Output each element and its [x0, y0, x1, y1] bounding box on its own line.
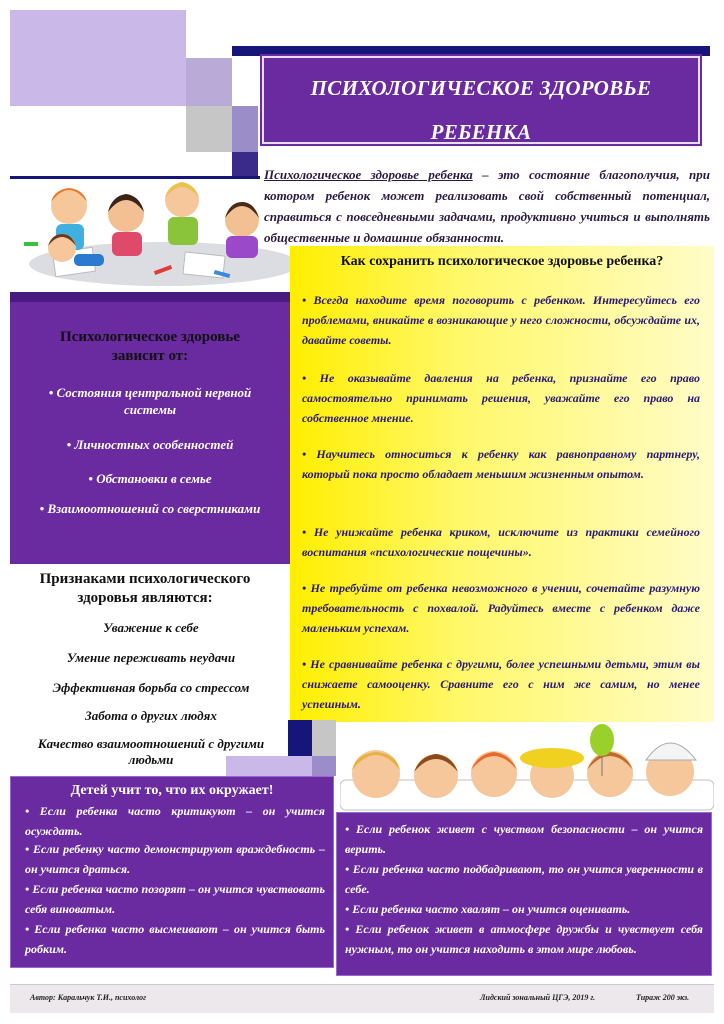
teach-item: • Если ребенок живет с чувством безопасности – он учится верить. — [345, 822, 703, 856]
signs-title: Признаками психологического здоровья являются: — [39, 571, 251, 606]
title-line-2: РЕБЕНКА — [430, 120, 532, 144]
intro-paragraph — [264, 164, 710, 248]
decor-square — [312, 756, 336, 776]
sign-item: Качество взаимоотношений с другими людьми — [37, 736, 265, 767]
advice-item: • Не оказывайте давления на ребенка, признайте его право самостоятельно принимать решения, уважайте его право на собственное мнение. — [302, 371, 700, 425]
children-row-illustration — [340, 720, 714, 816]
decor-square — [186, 58, 232, 106]
decor-square — [10, 10, 186, 106]
teach-item: • Если ребенка часто критикуют – он учится осуждать. — [25, 804, 325, 838]
intro-term: Психологическое здоровье ребенка — [264, 167, 473, 182]
depends-title-line-2: зависит от: — [111, 348, 189, 364]
sign-item: Уважение к себе — [103, 620, 199, 635]
teach-item: • Если ребенку часто демонстрируют враждебность – он учится драться. — [25, 842, 325, 876]
teach-title: Детей учит то, что их окружает! — [70, 783, 274, 798]
teach-item: • Если ребенок живет в атмосфере дружбы и чувствует себя нужным, то он учится находить в этом мире любовь. — [345, 922, 703, 956]
advice-item: • Не унижайте ребенка криком, исключите из практики семейного воспитания «психологические пощечины». — [302, 525, 700, 559]
footer — [10, 984, 714, 1013]
page-title — [264, 66, 698, 154]
advice-item: • Не требуйте от ребенка невозможного в учении, сочетайте разумную требовательность с похвалой. Радуйтесь вместе с ребенком даже маленьким успехам. — [302, 581, 700, 635]
depends-item: • Обстановки в семье — [88, 471, 212, 486]
decor-square — [186, 106, 232, 152]
sign-item: Эффективная борьба со стрессом — [52, 680, 250, 695]
intro-text: – это состояние благополучия, при котором ребенок может реализовать свой собственный потенциал, справиться с повседневными задачами, продуктивно учиться и выполнять общественные и домашние обязанности. — [264, 167, 710, 245]
decor-square — [288, 720, 312, 756]
title-line-1: ПСИХОЛОГИЧЕСКОЕ ЗДОРОВЬЕ — [310, 76, 652, 100]
depends-box — [10, 292, 290, 564]
decor-square — [232, 106, 258, 152]
depends-item: • Состояния центральной нервной системы — [48, 385, 252, 417]
depends-item: • Личностных особенностей — [66, 437, 234, 452]
footer-author: Автор: Каральчук Т.И., психолог — [30, 993, 147, 1002]
teach-item: • Если ребенка часто подбадривают, то он учится уверенности в себе. — [345, 862, 703, 896]
sign-item: Забота о других людях — [85, 708, 217, 723]
decor-square — [312, 720, 336, 756]
teach-item: • Если ребенка часто позорят – он учится чувствовать себя виноватым. — [25, 882, 325, 916]
advice-item: • Всегда находите время поговорить с ребенком. Интересуйтесь его проблемами, вникайте в возникающие у него сложности, обсуждайте их, давайте советы. — [302, 293, 700, 347]
footer-print-run: Тираж 200 экз. — [636, 993, 690, 1002]
sign-item: Умение переживать неудачи — [66, 650, 236, 665]
advice-title: Как сохранить психологическое здоровье ребенка? — [340, 254, 664, 269]
teach-item: • Если ребенка часто хвалят – он учится оценивать. — [345, 902, 631, 916]
depends-title — [20, 328, 280, 366]
depends-item: • Взаимоотношений со сверстниками — [39, 501, 261, 516]
decor-bar — [232, 46, 710, 56]
advice-item: • Научитесь относиться к ребенку как равноправному партнеру, который пока просто обладает меньшим жизненным опытом. — [302, 447, 700, 481]
header-banner — [262, 56, 700, 144]
teach-left-box — [10, 776, 334, 968]
advice-item: • Не сравнивайте ребенка с другими, более успешными детьми, этим вы снижаете самооценку. Сравните его с ним же самим, но менее успешным. — [302, 657, 700, 711]
decor-square — [226, 756, 312, 776]
teach-right-box — [336, 812, 712, 976]
footer-org: Лидский зональный ЦГЭ, 2019 г. — [480, 993, 596, 1002]
advice-panel — [290, 246, 714, 722]
depends-title-line-1: Психологическое здоровье — [60, 329, 240, 345]
teach-item: • Если ребенка часто высмеивают – он учится быть робким. — [25, 922, 325, 956]
children-drawing-illustration — [14, 172, 294, 294]
